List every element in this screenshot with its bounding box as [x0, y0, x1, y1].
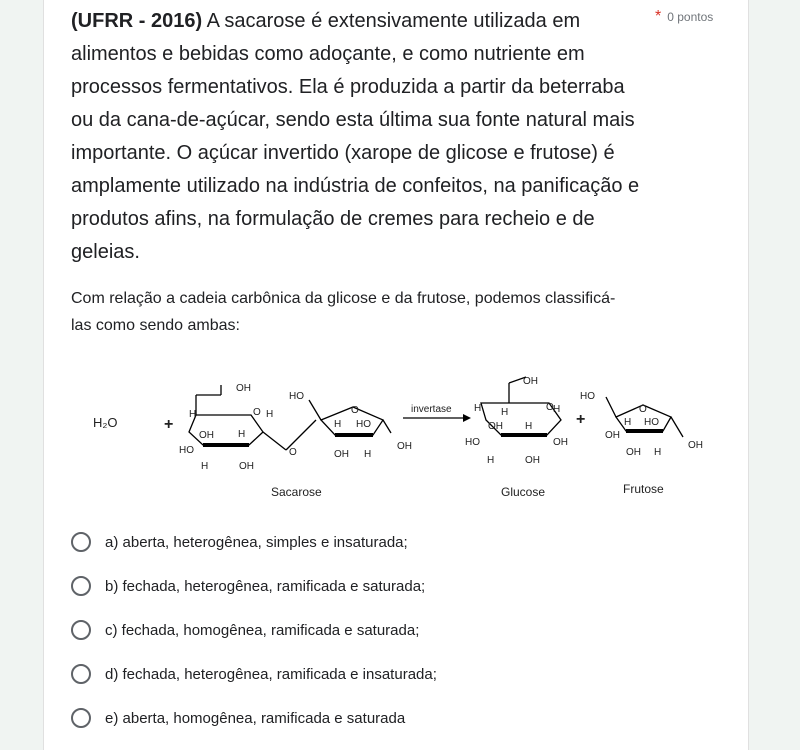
atom-label: H	[624, 417, 632, 428]
atom-label: HO	[179, 445, 194, 456]
atom-label: O	[639, 404, 647, 415]
atom-label: H	[266, 409, 274, 420]
atom-label: H	[654, 447, 662, 458]
option-label: a) aberta, heterogênea, simples e insaturada;	[105, 533, 408, 551]
atom-label: OH	[523, 376, 538, 387]
atom-label: O	[289, 447, 297, 458]
atom-label: OH	[199, 430, 214, 441]
radio-button[interactable]	[71, 620, 91, 640]
radio-button[interactable]	[71, 708, 91, 728]
atom-label: OH	[605, 430, 620, 441]
atom-label: H	[487, 455, 495, 466]
radio-button[interactable]	[71, 576, 91, 596]
option-c[interactable]	[71, 608, 711, 652]
option-label: d) fechada, heterogênea, ramificada e insaturada;	[105, 665, 437, 683]
atom-label: OH	[525, 455, 540, 466]
atom-label: O	[351, 405, 359, 416]
points-label: 0 pontos	[667, 10, 714, 24]
atom-label: OH	[334, 449, 349, 460]
atom-label: OH	[688, 440, 703, 451]
atom-label: OH	[553, 437, 568, 448]
question-card	[43, 0, 749, 750]
atom-label: H	[501, 407, 509, 418]
option-a[interactable]	[71, 520, 711, 564]
atom-label: OH	[626, 447, 641, 458]
option-label: c) fechada, homogênea, ramificada e saturada;	[105, 621, 420, 639]
atom-label: O	[253, 407, 261, 418]
atom-label: O	[546, 402, 554, 413]
atom-label: HO	[356, 419, 371, 430]
option-label: e) aberta, homogênea, ramificada e saturada	[105, 709, 406, 727]
answer-options	[71, 520, 711, 740]
points-indicator	[655, 8, 713, 26]
option-b[interactable]	[71, 564, 711, 608]
reaction-arrowhead	[463, 414, 471, 422]
glucose-label: Glucose	[501, 485, 546, 499]
atom-label: H	[525, 421, 533, 432]
plus-sign-1: +	[164, 416, 174, 433]
atom-label: H	[334, 419, 342, 430]
question-source: (UFRR - 2016)	[71, 10, 203, 32]
arrow-label: invertase	[411, 404, 452, 415]
atom-label: H	[364, 449, 372, 460]
atom-label: H	[553, 404, 561, 415]
plus-sign-2: +	[576, 411, 586, 428]
question-description: Com relação a cadeia carbônica da glicose e da frutose, podemos classificá-las como sendo ambas:	[71, 290, 616, 334]
h2o-label: H₂O	[93, 415, 118, 430]
sacarose-label: Sacarose	[271, 485, 322, 499]
radio-button[interactable]	[71, 532, 91, 552]
option-label: b) fechada, heterogênea, ramificada e saturada;	[105, 577, 426, 595]
atom-label: H	[189, 409, 197, 420]
atom-label: HO	[644, 417, 659, 428]
atom-label: OH	[239, 461, 254, 472]
atom-label: OH	[236, 383, 251, 394]
question-text: A sacarose é extensivamente utilizada em alimentos e bebidas como adoçante, e como nutriente em processos fermentativos. Ela é produzida a partir da beterraba ou da cana-de-açúcar, sendo esta última sua fonte natural mais importante. O açúcar invertido (xarope de glicose e frutose) é amplamente utilizado na indústria de confeitos, na panificação e produtos afins, na formulação de cremes para recheio e de geleias.	[71, 10, 640, 263]
atom-label: H	[201, 461, 209, 472]
sucrose-hydrolysis-figure	[91, 365, 731, 510]
atom-label: OH	[397, 441, 412, 452]
atom-label: HO	[465, 437, 480, 448]
atom-label: H	[238, 429, 246, 440]
frutose-label: Frutose	[623, 482, 664, 496]
atom-label: HO	[580, 391, 595, 402]
option-e[interactable]	[71, 696, 711, 740]
atom-label: H	[474, 403, 482, 414]
question-text-block	[71, 5, 641, 269]
atom-label: OH	[488, 421, 503, 432]
radio-button[interactable]	[71, 664, 91, 684]
option-d[interactable]	[71, 652, 711, 696]
atom-label: HO	[289, 391, 304, 402]
required-asterisk: *	[655, 8, 662, 25]
